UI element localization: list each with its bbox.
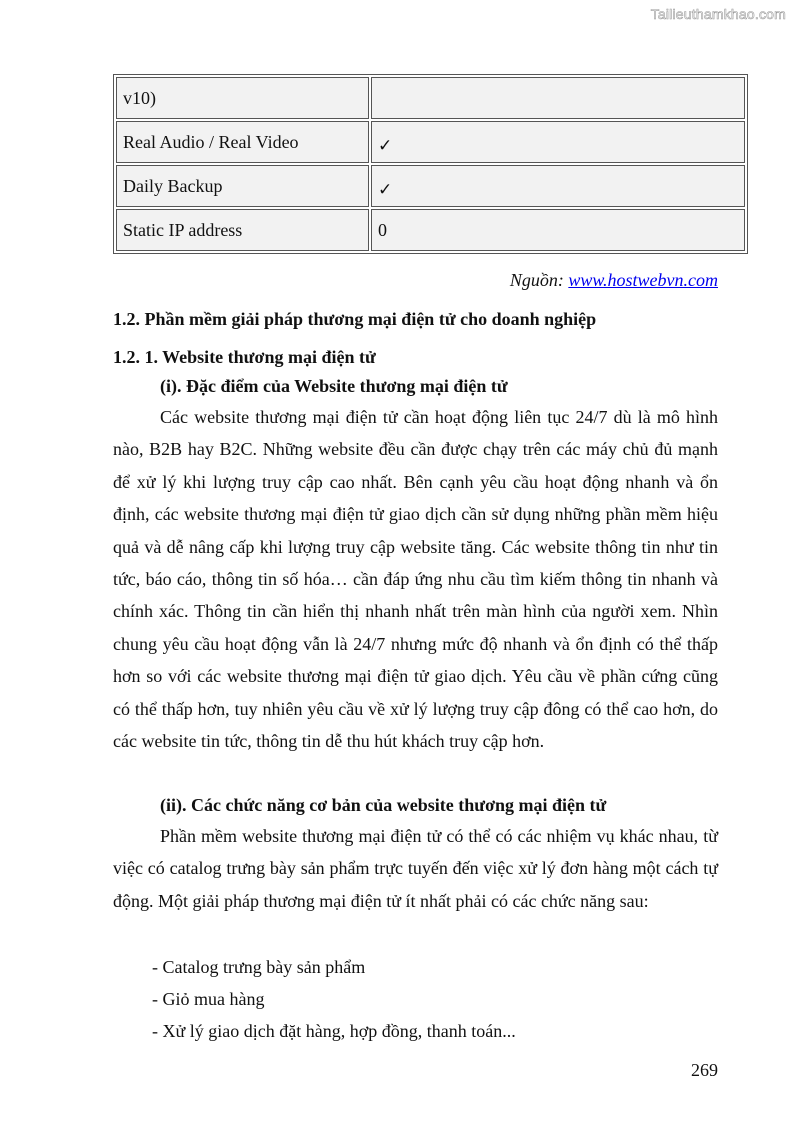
- table-row: [116, 209, 745, 251]
- value-cell: [371, 165, 745, 207]
- list-item: - Catalog trưng bày sản phẩm: [152, 957, 366, 977]
- list-item: - Xử lý giao dịch đặt hàng, hợp đồng, thanh toán...: [152, 1021, 516, 1041]
- value-cell: 0: [371, 209, 745, 251]
- section-heading: 1.2. Phần mềm giải pháp thương mại điện tử cho doanh nghiệp: [113, 309, 597, 329]
- page-number: 269: [691, 1060, 718, 1080]
- checkmark-icon: ✓: [378, 136, 393, 155]
- hosting-features-table: [113, 74, 748, 254]
- feature-cell: v10): [116, 77, 369, 119]
- source-link[interactable]: www.hostwebvn.com: [568, 270, 718, 290]
- feature-cell: Daily Backup: [116, 165, 369, 207]
- table-row: [116, 165, 745, 207]
- value-cell: [371, 77, 745, 119]
- list-item: - Giỏ mua hàng: [152, 989, 265, 1009]
- sub-subsection-heading: (i). Đặc điểm của Website thương mại điện tử: [160, 376, 508, 396]
- source-label: Nguồn:: [509, 270, 569, 290]
- value-cell: [371, 121, 745, 163]
- checkmark-icon: ✓: [378, 180, 393, 199]
- sub-subsection-heading: (ii). Các chức năng cơ bản của website thương mại điện tử: [160, 795, 607, 815]
- watermark-text: Tailieuthamkhao.com: [650, 6, 786, 22]
- table-row: [116, 121, 745, 163]
- paragraph-text: Các website thương mại điện tử cần hoạt động liên tục 24/7 dù là mô hình nào, B2B hay B2C. Những website đều cần được chạy trên các máy chủ đủ mạnh để xử lý khi lượng truy cập cao nhất. Bên cạnh yêu cầu hoạt động nhanh và ổn định, các website thương mại điện tử giao dịch cần sử dụng những phần mềm hiệu quả và dễ nâng cấp khi lượng truy cập website tăng. Các website thông tin như tin tức, báo cáo, thông tin số hóa… cần đáp ứng nhu cầu tìm kiếm thông tin nhanh và chính xác. Thông tin cần hiển thị nhanh nhất trên màn hình của người xem. Nhìn chung yêu cầu hoạt động vẫn là 24/7 nhưng mức độ nhanh và ổn định có thể thấp hơn so với các website thương mại điện tử giao dịch. Yêu cầu về phần cứng cũng có thể thấp hơn, tuy nhiên yêu cầu về xử lý lượng truy cập đông có thể cao hơn, do các website tin tức, thông tin dễ thu hút khách truy cập hơn.: [113, 407, 718, 752]
- source-citation: [0, 270, 718, 291]
- paragraph-text: Phần mềm website thương mại điện tử có thể có các nhiệm vụ khác nhau, từ việc có catalog trưng bày sản phẩm trực tuyến đến việc xử lý đơn hàng một cách tự động. Một giải pháp thương mại điện tử ít nhất phải có các chức năng sau:: [113, 826, 718, 911]
- table-row: [116, 77, 745, 119]
- feature-cell: Static IP address: [116, 209, 369, 251]
- paragraph: [113, 401, 718, 757]
- paragraph: [113, 820, 718, 917]
- subsection-heading: 1.2. 1. Website thương mại điện tử: [113, 347, 376, 367]
- feature-cell: Real Audio / Real Video: [116, 121, 369, 163]
